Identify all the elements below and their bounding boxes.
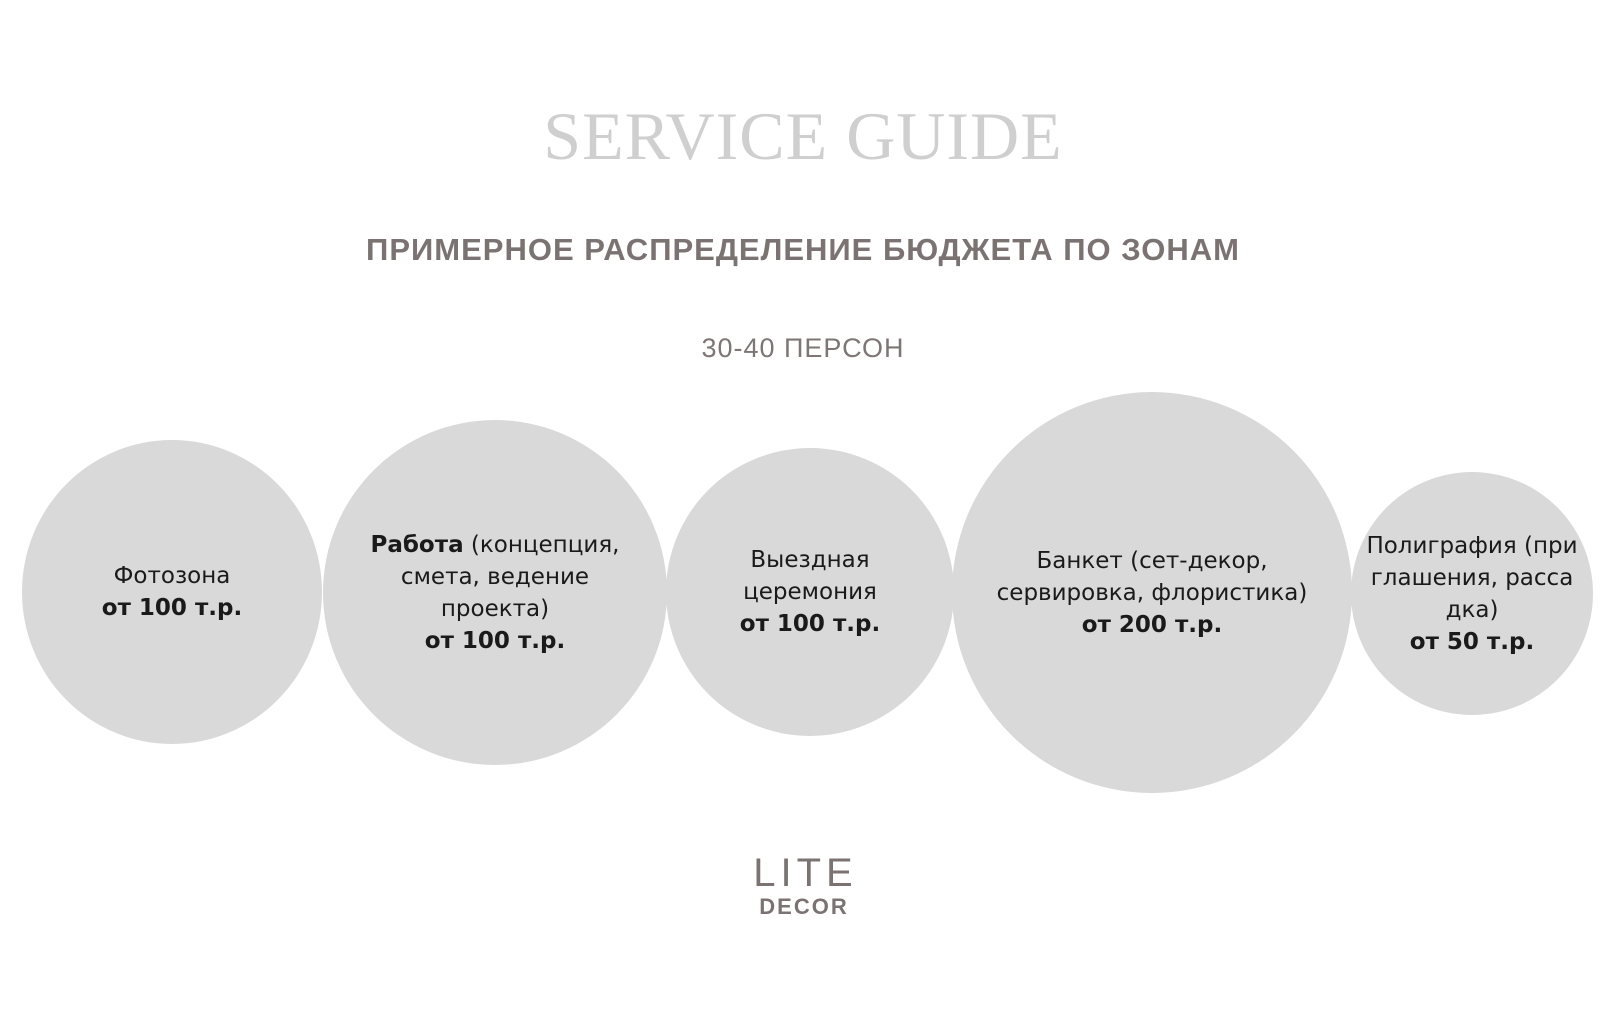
guest-count: 30-40 ПЕРСОН bbox=[701, 333, 905, 363]
zone-circle-banquet bbox=[952, 392, 1352, 793]
zone-circle-printing bbox=[1351, 472, 1593, 715]
section-heading: ПРИМЕРНОЕ РАСПРЕДЕЛЕНИЕ БЮДЖЕТА ПО ЗОНАМ bbox=[366, 232, 1240, 267]
zone-label: Фотозона bbox=[113, 563, 231, 589]
logo-line-decor: DECOR bbox=[759, 894, 849, 919]
zone-price: от 50 т.р. bbox=[1409, 628, 1535, 655]
zone-circle-work bbox=[323, 420, 667, 765]
zone-circle-photozone bbox=[22, 440, 322, 744]
zone-label bbox=[349, 529, 641, 625]
zone-label: Банкет (сет-декор, сервировка, флористика) bbox=[996, 547, 1308, 606]
zone-price: от 100 т.р. bbox=[101, 595, 243, 621]
zone-label: Полиграфия (приглашения, рассадка) bbox=[1366, 532, 1578, 623]
zone-circle-ceremony bbox=[666, 448, 954, 736]
zone-label: Выездная церемония bbox=[743, 547, 877, 605]
zone-price: от 200 т.р. bbox=[1081, 611, 1223, 638]
logo-line-lite: LITE bbox=[753, 851, 858, 895]
page-title: SERVICE GUIDE bbox=[543, 98, 1063, 174]
zone-label-bold: Работа bbox=[370, 531, 464, 558]
brand-logo bbox=[0, 852, 1606, 920]
zone-label-detail: (концепция, смета, ведение проекта) bbox=[400, 531, 620, 622]
zone-price: от 100 т.р. bbox=[424, 627, 566, 654]
zone-price: от 100 т.р. bbox=[739, 611, 881, 637]
